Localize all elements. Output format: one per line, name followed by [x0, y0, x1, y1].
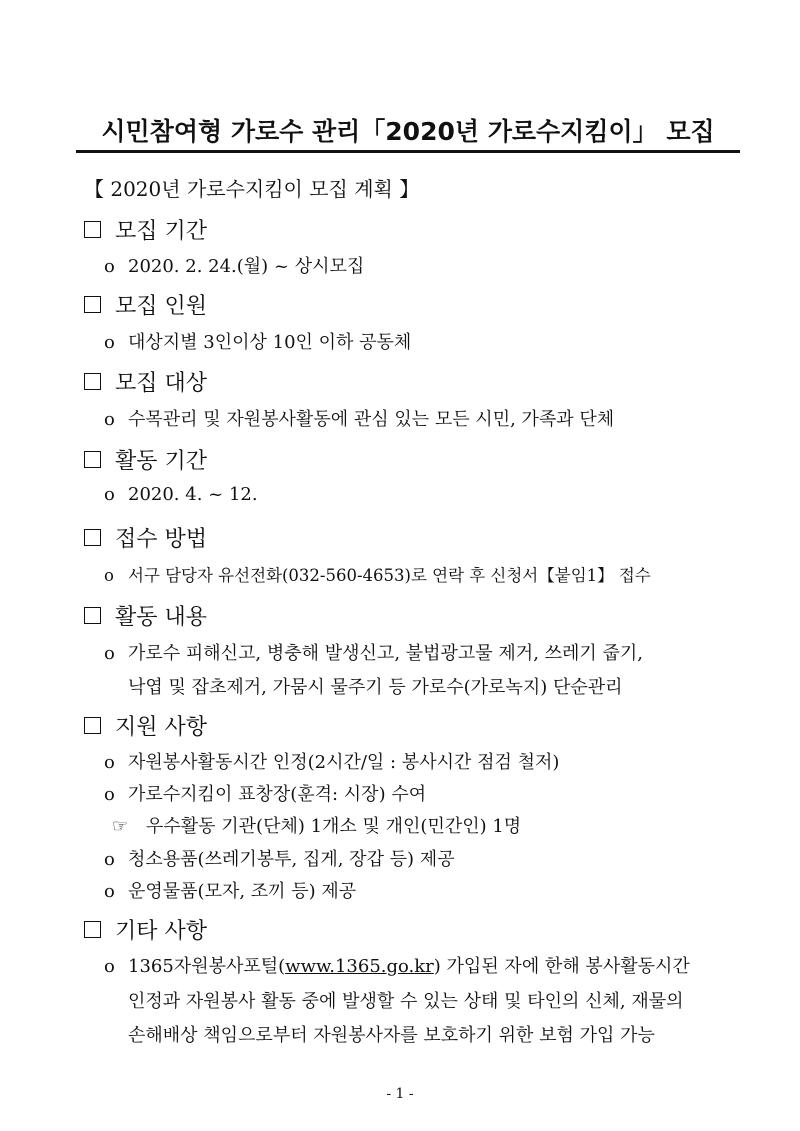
bullet-icon: o	[104, 881, 115, 902]
list-item-continuation: 낙엽 및 잡초제거, 가뭄시 물주기 등 가로수(가로녹지) 단순관리	[128, 677, 623, 698]
list-item: o 2020. 4. ~ 12.	[104, 484, 258, 505]
section-support	[84, 710, 207, 741]
section-application-method	[84, 522, 207, 553]
section-heading: 접수 방법	[115, 527, 208, 552]
list-item: o 1365자원봉사포털(www.1365.go.kr) 가입된 자에 한해 봉사활동시간	[104, 956, 690, 977]
bullet-icon: o	[104, 484, 115, 505]
section-recruit-number	[84, 289, 207, 320]
checkbox-icon	[84, 921, 101, 938]
bullet-icon: o	[104, 643, 115, 664]
bullet-icon: o	[104, 752, 115, 773]
list-item-continuation: 인정과 자원봉사 활동 중에 발생할 수 있는 상태 및 타인의 신체, 재물의	[128, 991, 684, 1012]
list-item-continuation: 손해배상 책임으로부터 자원봉사자를 보호하기 위한 보험 가입 가능	[128, 1025, 655, 1046]
section-heading: 모집 기간	[115, 219, 208, 244]
section-heading: 활동 내용	[115, 605, 208, 630]
checkbox-icon	[84, 717, 101, 734]
bullet-icon: o	[104, 956, 115, 977]
plan-heading: 【 2020년 가로수지킴이 모집 계획 】	[84, 177, 420, 201]
section-activity-content	[84, 600, 207, 631]
bullet-icon: o	[104, 566, 114, 585]
section-heading: 지원 사항	[115, 715, 208, 740]
section-recruit-period	[84, 214, 207, 245]
checkbox-icon	[84, 529, 101, 546]
bullet-icon: o	[104, 409, 115, 430]
list-item: o 자원봉사활동시간 인정(2시간/일 : 봉사시간 점검 철저)	[104, 752, 560, 773]
page-number: - 1 -	[386, 1086, 414, 1102]
section-heading: 기타 사항	[115, 919, 208, 944]
bullet-icon: o	[104, 784, 115, 805]
list-item: o 운영물품(모자, 조끼 등) 제공	[104, 881, 357, 902]
bullet-icon: o	[104, 256, 115, 277]
list-item: o 청소용품(쓰레기봉투, 집게, 장갑 등) 제공	[104, 849, 455, 870]
list-item: o 가로수 피해신고, 병충해 발생신고, 불법광고물 제거, 쓰레기 줍기,	[104, 643, 644, 664]
checkbox-icon	[84, 607, 101, 624]
section-recruit-target	[84, 366, 207, 397]
section-other	[84, 914, 207, 945]
section-heading: 모집 인원	[115, 294, 208, 319]
list-item: o 가로수지킴이 표창장(훈격: 시장) 수여	[104, 784, 427, 805]
list-item: o 대상지별 3인이상 10인 이하 공동체	[104, 332, 412, 353]
sub-item: ☞ 우수활동 기관(단체) 1개소 및 개인(민간인) 1명	[112, 816, 522, 837]
checkbox-icon	[84, 296, 101, 313]
title-underline	[76, 150, 740, 153]
checkbox-icon	[84, 373, 101, 390]
section-activity-period	[84, 444, 207, 475]
list-item: o 2020. 2. 24.(월) ~ 상시모집	[104, 256, 365, 277]
list-item: o 수목관리 및 자원봉사활동에 관심 있는 모든 시민, 가족과 단체	[104, 409, 615, 430]
checkbox-icon	[84, 451, 101, 468]
document-title: 시민참여형 가로수 관리「2020년 가로수지킴이」 모집	[101, 117, 715, 146]
portal-link[interactable]: www.1365.go.kr	[285, 956, 434, 977]
section-heading: 활동 기간	[115, 449, 208, 474]
checkbox-icon	[84, 221, 101, 238]
list-item: o 서구 담당자 유선전화(032-560-4653)로 연락 후 신청서【붙임1】 접수	[104, 566, 651, 585]
section-heading: 모집 대상	[115, 371, 208, 396]
bullet-icon: o	[104, 849, 115, 870]
pointing-hand-icon: ☞	[112, 816, 129, 837]
bullet-icon: o	[104, 332, 115, 353]
